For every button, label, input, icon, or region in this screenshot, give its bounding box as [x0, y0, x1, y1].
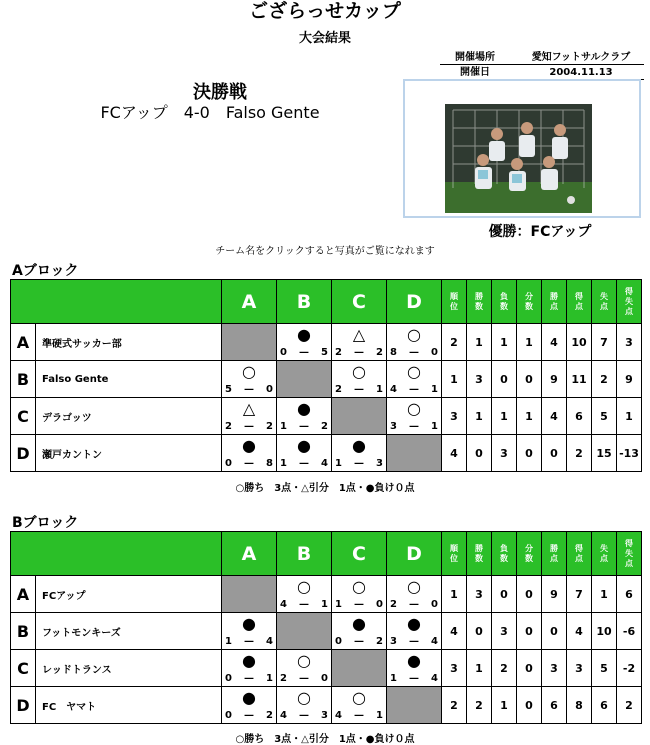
stat-value: 3	[567, 650, 592, 687]
score-dash: —	[244, 384, 254, 395]
stat-value: 0	[542, 613, 567, 650]
stat-header: 分 数	[517, 532, 542, 576]
stat-header: 分 数	[517, 280, 542, 324]
score-left: 0	[335, 636, 342, 647]
stat-value: 1	[492, 687, 517, 724]
match-score	[335, 347, 383, 359]
click-note: チーム名をクリックすると写真がご覧になれます	[215, 246, 435, 257]
team-row	[11, 576, 642, 613]
score-right: 0	[321, 673, 328, 684]
stat-header: 勝 点	[542, 532, 567, 576]
match-result-cell	[387, 576, 442, 613]
score-right: 0	[376, 599, 383, 610]
stat-value: 0	[517, 613, 542, 650]
stat-value: 8	[567, 687, 592, 724]
score-dash: —	[354, 458, 364, 469]
match-result-cell	[387, 613, 442, 650]
score-dash: —	[244, 636, 254, 647]
score-right: 8	[266, 458, 273, 469]
column-header-a: A	[222, 280, 277, 324]
stat-value: 0	[517, 361, 542, 398]
score-left: 4	[280, 599, 287, 610]
score-right: 1	[431, 421, 438, 432]
match-score	[280, 458, 328, 470]
score-dash: —	[409, 673, 419, 684]
stat-value: 0	[517, 650, 542, 687]
team-name-link[interactable]: 準硬式サッカー部	[36, 324, 222, 361]
match-score	[280, 599, 328, 611]
score-dash: —	[354, 599, 364, 610]
match-score	[280, 421, 328, 433]
stat-value: 1	[592, 576, 617, 613]
stat-value: -13	[617, 435, 642, 472]
score-left: 4	[390, 384, 397, 395]
column-header-c: C	[332, 280, 387, 324]
stat-value: 10	[592, 613, 617, 650]
stat-value: 9	[542, 361, 567, 398]
stat-header: 失 点	[592, 280, 617, 324]
match-result-cell	[332, 576, 387, 613]
stat-header: 得 失 点	[617, 280, 642, 324]
score-dash: —	[299, 710, 309, 721]
result-mark: ●	[297, 399, 311, 418]
stat-value: 1	[492, 398, 517, 435]
score-left: 8	[390, 347, 397, 358]
stat-header: 失 点	[592, 532, 617, 576]
diagonal-cell	[222, 576, 277, 613]
match-score	[225, 673, 273, 685]
match-result-cell	[387, 324, 442, 361]
score-right: 2	[376, 636, 383, 647]
block-a-table	[10, 279, 642, 472]
diagonal-cell	[332, 398, 387, 435]
stat-value: 2	[442, 687, 467, 724]
stat-value: 4	[542, 324, 567, 361]
match-score	[225, 636, 273, 648]
column-header-b: B	[277, 532, 332, 576]
stat-header: 得 点	[567, 280, 592, 324]
diagonal-cell	[332, 650, 387, 687]
match-score	[280, 710, 328, 722]
stat-value: 7	[592, 324, 617, 361]
stat-value: -6	[617, 613, 642, 650]
score-left: 3	[390, 636, 397, 647]
team-name-link[interactable]: デラゴッツ	[36, 398, 222, 435]
stat-header: 順 位	[442, 532, 467, 576]
match-result-cell	[222, 613, 277, 650]
result-mark: ●	[297, 436, 311, 455]
stat-value: 5	[592, 398, 617, 435]
score-right: 1	[376, 710, 383, 721]
row-letter: A	[11, 324, 36, 361]
score-right: 2	[321, 421, 328, 432]
stat-value: 1	[442, 361, 467, 398]
stat-value: 9	[617, 361, 642, 398]
match-score	[335, 384, 383, 396]
match-score	[390, 673, 438, 685]
team-name-link[interactable]: フットモンキーズ	[36, 613, 222, 650]
result-mark: ○	[352, 362, 366, 381]
column-header-a: A	[222, 532, 277, 576]
venue-date-row	[440, 66, 644, 79]
match-score	[390, 636, 438, 648]
stat-value: 3	[467, 361, 492, 398]
result-mark: ●	[352, 614, 366, 633]
match-result-cell	[277, 687, 332, 724]
result-mark: ○	[407, 577, 421, 596]
score-dash: —	[299, 673, 309, 684]
block-b-title: Bブロック	[12, 515, 79, 531]
stat-value: 1	[517, 324, 542, 361]
match-result-cell	[222, 687, 277, 724]
score-left: 0	[225, 710, 232, 721]
stat-value: 1	[467, 650, 492, 687]
result-mark: ○	[407, 399, 421, 418]
result-mark: ●	[297, 325, 311, 344]
venue-place-value: 愛知フットサルクラブ	[531, 52, 631, 63]
team-row	[11, 398, 642, 435]
match-result-cell	[332, 324, 387, 361]
team-name-link[interactable]: レッドトランス	[36, 650, 222, 687]
stat-header: 負 数	[492, 532, 517, 576]
row-letter: D	[11, 687, 36, 724]
score-right: 1	[431, 384, 438, 395]
match-result-cell	[222, 435, 277, 472]
score-left: 4	[335, 710, 342, 721]
team-name-link[interactable]: FCアップ	[36, 576, 222, 613]
result-mark: ●	[242, 614, 256, 633]
result-mark: ●	[352, 436, 366, 455]
result-mark: ●	[242, 436, 256, 455]
page-title: ござらっせカップ	[249, 0, 401, 22]
score-right: 1	[266, 673, 273, 684]
score-left: 1	[390, 673, 397, 684]
match-result-cell	[332, 435, 387, 472]
team-row	[11, 687, 642, 724]
stat-value: 15	[592, 435, 617, 472]
score-dash: —	[409, 421, 419, 432]
result-mark: ●	[407, 614, 421, 633]
stat-value: 0	[517, 435, 542, 472]
score-left: 1	[280, 458, 287, 469]
stat-value: 2	[617, 687, 642, 724]
score-right: 1	[376, 384, 383, 395]
block-b-legend: ○勝ち 3点・△引分 1点・●負け０点	[235, 734, 415, 745]
match-result-cell	[277, 650, 332, 687]
row-letter: C	[11, 650, 36, 687]
match-result-cell	[387, 650, 442, 687]
score-right: 4	[321, 458, 328, 469]
score-right: 3	[321, 710, 328, 721]
score-dash: —	[409, 384, 419, 395]
stat-value: 7	[567, 576, 592, 613]
result-mark: ○	[407, 362, 421, 381]
stat-value: -2	[617, 650, 642, 687]
result-mark: ●	[407, 651, 421, 670]
stat-header: 勝 点	[542, 280, 567, 324]
stat-header: 勝 数	[467, 532, 492, 576]
score-right: 0	[431, 599, 438, 610]
result-mark: ●	[242, 651, 256, 670]
team-photo[interactable]	[445, 104, 592, 213]
result-mark: ○	[407, 325, 421, 344]
stat-value: 6	[617, 576, 642, 613]
stat-value: 0	[467, 613, 492, 650]
match-score	[225, 710, 273, 722]
score-dash: —	[409, 599, 419, 610]
score-left: 3	[390, 421, 397, 432]
stat-value: 4	[542, 398, 567, 435]
match-result-cell	[387, 398, 442, 435]
stat-value: 6	[542, 687, 567, 724]
score-right: 4	[266, 636, 273, 647]
team-name-link[interactable]: Falso Gente	[36, 361, 222, 398]
stat-value: 0	[517, 576, 542, 613]
header-blank	[11, 532, 222, 576]
match-score	[390, 599, 438, 611]
stat-value: 2	[467, 687, 492, 724]
stat-value: 2	[567, 435, 592, 472]
header-row	[11, 280, 642, 324]
score-dash: —	[244, 421, 254, 432]
row-letter: B	[11, 613, 36, 650]
match-result-cell	[222, 650, 277, 687]
team-row	[11, 361, 642, 398]
stat-header: 順 位	[442, 280, 467, 324]
stat-value: 0	[467, 435, 492, 472]
match-score	[280, 673, 328, 685]
stat-header: 得 失 点	[617, 532, 642, 576]
stat-value: 4	[442, 435, 467, 472]
column-header-c: C	[332, 532, 387, 576]
stat-value: 1	[517, 398, 542, 435]
venue-date-label: 開催日	[460, 67, 490, 78]
result-mark: ○	[297, 688, 311, 707]
stat-value: 3	[442, 398, 467, 435]
team-row	[11, 613, 642, 650]
match-result-cell	[277, 398, 332, 435]
stat-value: 10	[567, 324, 592, 361]
stat-value: 5	[592, 650, 617, 687]
venue-date-value: 2004.11.13	[549, 67, 613, 78]
result-mark: ○	[297, 651, 311, 670]
score-dash: —	[299, 421, 309, 432]
score-left: 0	[225, 673, 232, 684]
score-right: 2	[266, 710, 273, 721]
stat-value: 3	[467, 576, 492, 613]
result-mark: △	[352, 325, 366, 344]
score-right: 4	[431, 673, 438, 684]
final-score: FCアップ 4-0 Falso Gente	[100, 103, 320, 122]
diagonal-cell	[277, 613, 332, 650]
venue-place-label: 開催場所	[455, 52, 495, 63]
score-left: 0	[280, 347, 287, 358]
match-score	[225, 384, 273, 396]
score-dash: —	[244, 673, 254, 684]
score-right: 5	[321, 347, 328, 358]
stat-value: 4	[442, 613, 467, 650]
result-mark: ○	[297, 577, 311, 596]
score-right: 4	[431, 636, 438, 647]
match-score	[335, 636, 383, 648]
stat-value: 1	[467, 398, 492, 435]
result-mark: ○	[352, 577, 366, 596]
team-name-link[interactable]: FC ヤマト	[36, 687, 222, 724]
match-score	[335, 710, 383, 722]
match-score	[335, 458, 383, 470]
page-subtitle: 大会結果	[298, 31, 351, 46]
row-letter: A	[11, 576, 36, 613]
match-result-cell	[277, 435, 332, 472]
result-mark: ○	[352, 688, 366, 707]
stat-value: 0	[492, 361, 517, 398]
result-mark: ○	[242, 362, 256, 381]
match-score	[225, 458, 273, 470]
score-dash: —	[409, 347, 419, 358]
score-left: 0	[225, 458, 232, 469]
column-header-d: D	[387, 280, 442, 324]
result-mark: ●	[242, 688, 256, 707]
score-left: 1	[225, 636, 232, 647]
match-score	[390, 347, 438, 359]
diagonal-cell	[277, 361, 332, 398]
row-letter: B	[11, 361, 36, 398]
diagonal-cell	[222, 324, 277, 361]
match-result-cell	[222, 361, 277, 398]
score-dash: —	[354, 636, 364, 647]
score-left: 2	[225, 421, 232, 432]
stat-value: 0	[517, 687, 542, 724]
stat-value: 9	[542, 576, 567, 613]
score-left: 1	[335, 458, 342, 469]
score-left: 4	[280, 710, 287, 721]
match-result-cell	[387, 361, 442, 398]
score-dash: —	[354, 710, 364, 721]
stat-value: 3	[492, 435, 517, 472]
column-header-d: D	[387, 532, 442, 576]
diagonal-cell	[387, 687, 442, 724]
score-left: 1	[280, 421, 287, 432]
venue-place-row	[440, 51, 644, 64]
stat-header: 勝 数	[467, 280, 492, 324]
match-result-cell	[277, 324, 332, 361]
match-score	[390, 421, 438, 433]
stat-value: 3	[442, 650, 467, 687]
score-right: 0	[431, 347, 438, 358]
score-dash: —	[299, 347, 309, 358]
score-right: 3	[376, 458, 383, 469]
stat-value: 3	[542, 650, 567, 687]
team-row	[11, 435, 642, 472]
stat-value: 6	[567, 398, 592, 435]
row-letter: C	[11, 398, 36, 435]
stat-value: 6	[592, 687, 617, 724]
match-score	[390, 384, 438, 396]
match-score	[225, 421, 273, 433]
score-right: 2	[376, 347, 383, 358]
stat-value: 1	[442, 576, 467, 613]
stat-value: 1	[467, 324, 492, 361]
match-result-cell	[332, 613, 387, 650]
team-row	[11, 324, 642, 361]
stat-header: 負 数	[492, 280, 517, 324]
stat-value: 2	[592, 361, 617, 398]
match-result-cell	[277, 576, 332, 613]
column-header-b: B	[277, 280, 332, 324]
score-dash: —	[244, 458, 254, 469]
row-letter: D	[11, 435, 36, 472]
venue-divider	[440, 64, 644, 65]
diagonal-cell	[387, 435, 442, 472]
stat-value: 4	[567, 613, 592, 650]
match-score	[335, 599, 383, 611]
score-dash: —	[409, 636, 419, 647]
score-right: 0	[266, 384, 273, 395]
score-dash: —	[354, 347, 364, 358]
block-a-legend: ○勝ち 3点・△引分 1点・●負け０点	[235, 483, 415, 494]
stat-value: 1	[617, 398, 642, 435]
stat-value: 11	[567, 361, 592, 398]
stat-value: 3	[492, 613, 517, 650]
final-label: 決勝戦	[193, 82, 247, 103]
stat-value: 1	[492, 324, 517, 361]
match-result-cell	[332, 687, 387, 724]
header-blank	[11, 280, 222, 324]
result-mark: △	[242, 399, 256, 418]
stat-header: 得 点	[567, 532, 592, 576]
score-dash: —	[244, 710, 254, 721]
match-score	[280, 347, 328, 359]
stat-value: 0	[542, 435, 567, 472]
score-left: 1	[335, 599, 342, 610]
winner-label: 優勝：FCアップ	[488, 224, 592, 240]
score-right: 2	[266, 421, 273, 432]
stat-value: 2	[492, 650, 517, 687]
stat-value: 3	[617, 324, 642, 361]
team-name-link[interactable]: 瀬戸カントン	[36, 435, 222, 472]
score-dash: —	[299, 599, 309, 610]
score-left: 2	[335, 384, 342, 395]
score-left: 2	[390, 599, 397, 610]
header-row	[11, 532, 642, 576]
score-dash: —	[299, 458, 309, 469]
score-left: 2	[335, 347, 342, 358]
score-dash: —	[354, 384, 364, 395]
stat-value: 2	[442, 324, 467, 361]
score-right: 1	[321, 599, 328, 610]
match-result-cell	[222, 398, 277, 435]
match-result-cell	[332, 361, 387, 398]
score-left: 5	[225, 384, 232, 395]
team-row	[11, 650, 642, 687]
block-b-table	[10, 531, 642, 724]
score-left: 2	[280, 673, 287, 684]
stat-value: 0	[492, 576, 517, 613]
block-a-title: Aブロック	[12, 263, 79, 279]
